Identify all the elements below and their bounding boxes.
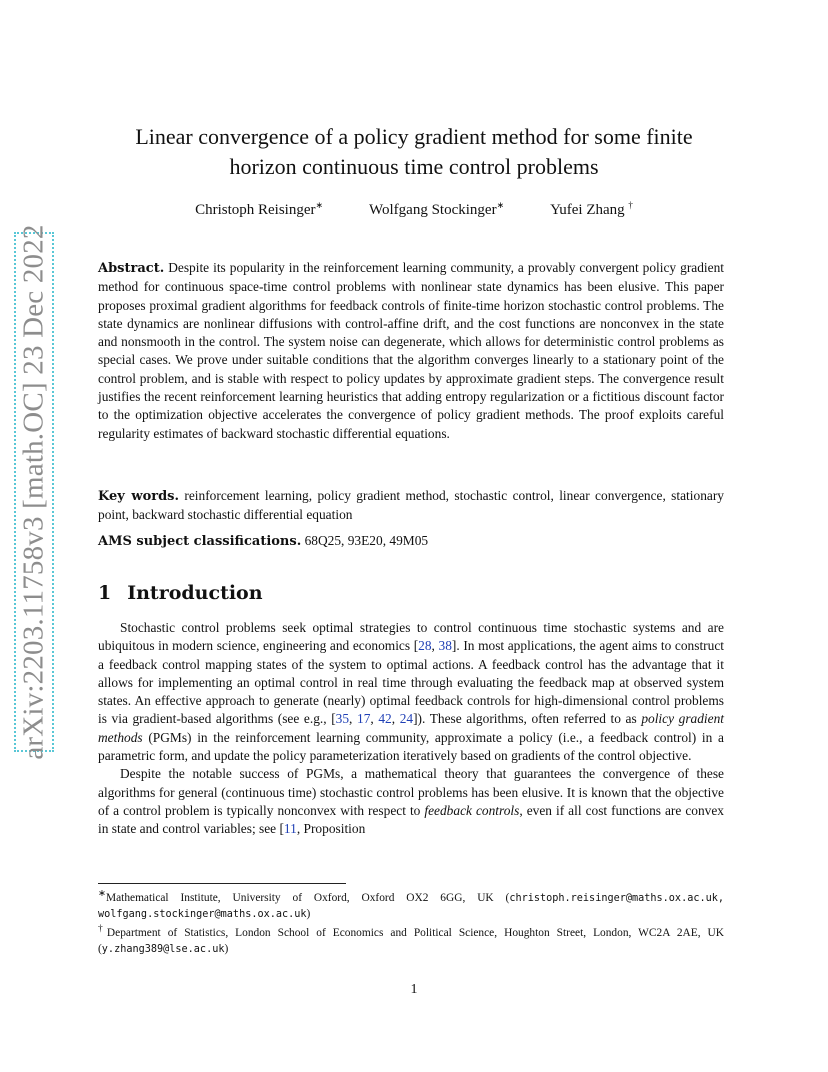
email-address[interactable]: christoph.reisinger@maths.ox.ac.uk, wolfgang.stockinger@maths.ox.ac.uk xyxy=(98,892,724,920)
author-name: Christoph Reisinger xyxy=(195,202,316,218)
author-affiliation-mark: ∗ xyxy=(315,200,324,210)
intro-paragraph-2: Despite the notable success of PGMs, a mathematical theory that guarantees the convergence of these algorithms for general (continuous time) stochastic control problems has been elusive. It is known that the objective of a control problem is typically nonconvex with respect to feedback controls, even if all cost functions are convex in state and control variables; see [11, Proposition xyxy=(98,766,724,837)
footnote-affiliation-1: ∗Mathematical Institute, University of Oxford, Oxford OX2 6GG, UK (christoph.reisinger@maths.ox.ac.uk, wolfgang.stockinger@maths.ox.ac.uk) xyxy=(98,889,724,920)
section-heading xyxy=(98,582,263,604)
footnote-divider xyxy=(98,883,346,884)
author-affiliation-mark: † xyxy=(628,200,633,210)
citation-link[interactable]: 17 xyxy=(357,711,371,727)
arxiv-stamp xyxy=(14,224,54,760)
author-list xyxy=(100,200,728,219)
citation-link[interactable]: 35 xyxy=(335,711,350,727)
author xyxy=(195,200,323,219)
citation-link[interactable]: 24 xyxy=(399,711,414,727)
emphasis: policy gradient methods xyxy=(98,711,725,745)
emphasis: feedback controls xyxy=(424,802,520,818)
abstract-label: Abstract. xyxy=(98,261,165,276)
abstract xyxy=(98,259,724,443)
author-name: Wolfgang Stockinger xyxy=(369,202,497,218)
page-number: 1 xyxy=(410,982,418,997)
abstract-text: Despite its popularity in the reinforcement learning community, a provably convergent policy gradient method for continuous space-time control problems with nonlinear state dynamics has been elusive. This paper proposes proximal gradient algorithms for feedback controls of finite-time horizon stochastic control problems. The state dynamics are nonlinear diffusions with control-affine drift, and the cost functions are nonconvex in the state and nonsmooth in the control. The system noise can degenerate, which allows for deterministic control problems as special cases. We prove under suitable conditions that the algorithm converges linearly to a stationary point of the control problem, and is stable with respect to policy updates by approximate gradient steps. The convergence result justifies the recent reinforcement learning heuristics that adding entropy regularization or a fictitious discount factor to the optimization objective accelerates the convergence of policy gradient methods. The proof exploits careful regularity estimates of backward stochastic differential equations. xyxy=(98,260,724,441)
keywords-label: Key words. xyxy=(98,489,180,504)
citation-link[interactable]: 11 xyxy=(283,821,297,837)
section-number: 1 xyxy=(98,582,112,604)
keywords-text: reinforcement learning, policy gradient method, stochastic control, linear convergence, stationary point, backward stochastic differential equation xyxy=(98,488,724,523)
ams-label: AMS subject classifications. xyxy=(98,534,302,549)
intro-body xyxy=(98,619,724,839)
arxiv-identifier: arXiv:2203.11758v3 [math.OC] 23 Dec 2022 xyxy=(17,224,50,760)
keywords xyxy=(98,487,724,525)
author-name: Yufei Zhang xyxy=(550,202,625,218)
ams-classifications xyxy=(98,532,724,551)
footnotes xyxy=(98,887,724,958)
paper-title: Linear convergence of a policy gradient method for some finite horizon continuous time control problems xyxy=(135,124,693,179)
author-affiliation-mark: ∗ xyxy=(496,200,505,210)
footnote-affiliation-2: †Department of Statistics, London School of Economics and Political Science, Houghton Street, London, WC2A 2AE, UK (y.zhang389@lse.ac.uk) xyxy=(98,924,725,955)
ams-text: 68Q25, 93E20, 49M05 xyxy=(304,533,429,548)
section-title: Introduction xyxy=(127,582,263,604)
email-address[interactable]: y.zhang389@lse.ac.uk xyxy=(101,943,225,955)
citation-link[interactable]: 42 xyxy=(378,711,392,727)
intro-paragraph-1: Stochastic control problems seek optimal strategies to control continuous time stochastic systems and are ubiquitous in modern science, engineering and economics [28, 38]. In most applications, the agent aims to construct a feedback control mapping states of the system to optimal actions. A feedback control has the advantage that it allows for implementing an optimal control in real time through evaluating the feedback map at observed system states. An effective approach to generate (nearly) optimal feedback controls for high-dimensional control problems is via gradient-based algorithms (see e.g., [35, 17, 42, 24]). These algorithms, often referred to as policy gradient methods (PGMs) in the reinforcement learning community, approximate a policy (i.e., a feedback control) in a parametric form, and update the policy parameterization iteratively based on gradients of the control objective. xyxy=(98,620,725,764)
citation-link[interactable]: 28 xyxy=(418,638,432,654)
author xyxy=(369,200,504,219)
citation-link[interactable]: 38 xyxy=(438,638,452,654)
author xyxy=(550,200,633,219)
